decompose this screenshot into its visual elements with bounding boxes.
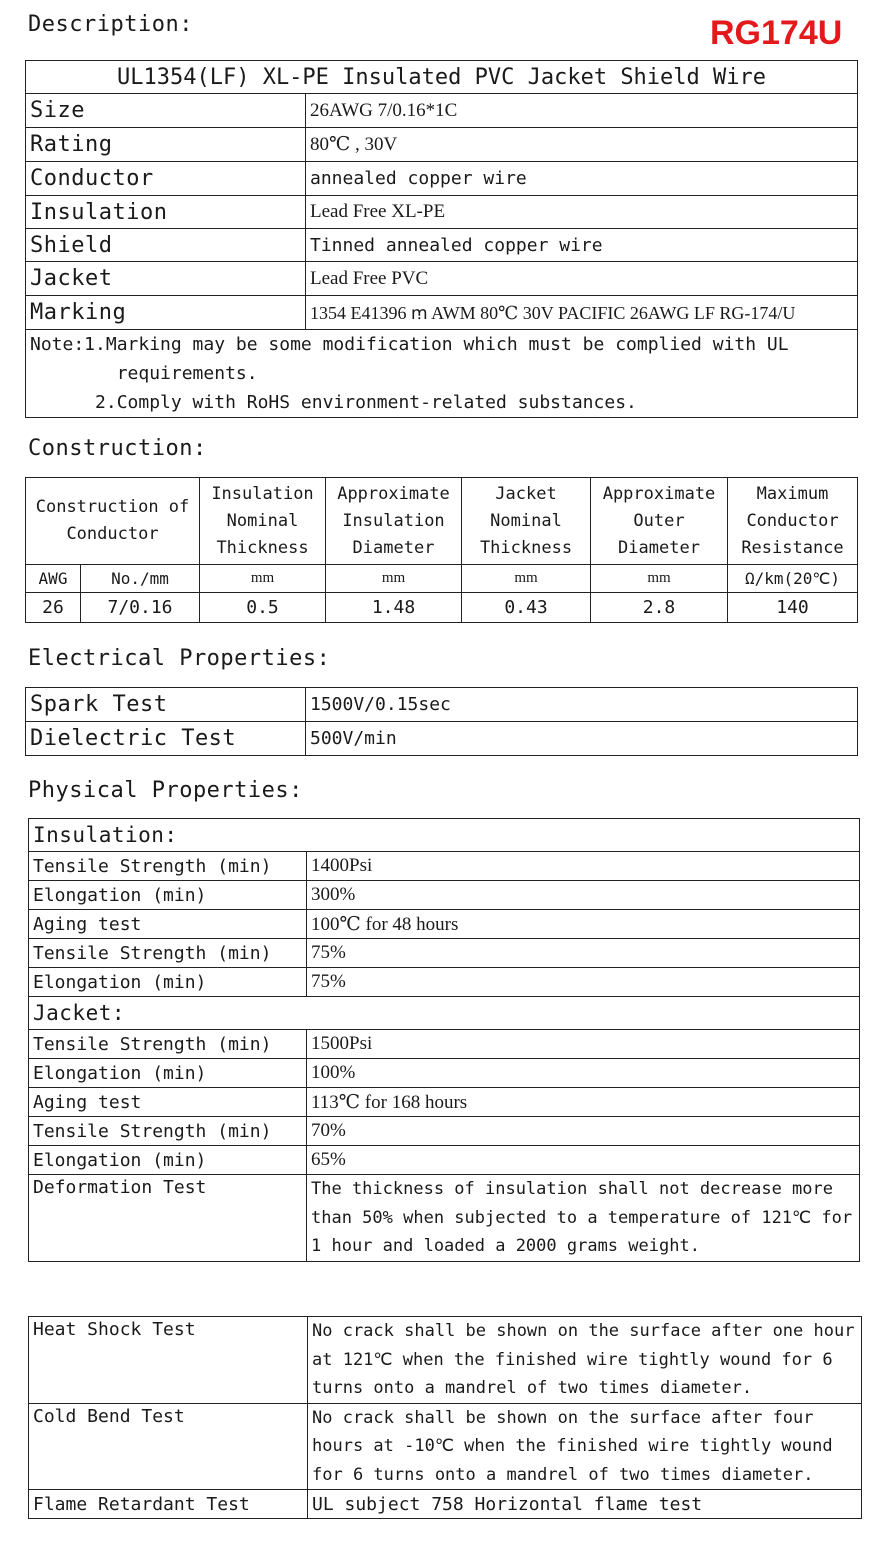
- description-note: Note:1.Marking may be some modification which must be complied with UL requirements. 2.Comply with RoHS environment-related substances.: [26, 330, 858, 418]
- jacket-label: Jacket: [26, 262, 306, 296]
- electrical-title: Electrical Properties:: [28, 646, 331, 671]
- insulation-heading: Insulation:: [29, 819, 860, 852]
- ins-tensile-label: Tensile Strength (min): [29, 852, 307, 881]
- jkt-elongation-label: Elongation (min): [29, 1059, 307, 1088]
- unit-jacket-thickness: mm: [462, 565, 591, 593]
- description-table: [25, 60, 858, 418]
- ins-aged-tensile-value: 75%: [307, 939, 860, 968]
- spark-test-label: Spark Test: [26, 688, 306, 722]
- spark-test-value: 1500V/0.15sec: [306, 688, 858, 722]
- jkt-elongation-value: 100%: [307, 1059, 860, 1088]
- description-heading: UL1354(LF) XL-PE Insulated PVC Jacket Shield Wire: [26, 61, 858, 94]
- jkt-tensile-label: Tensile Strength (min): [29, 1030, 307, 1059]
- ins-elongation-label: Elongation (min): [29, 881, 307, 910]
- value-strands: 7/0.16: [81, 593, 200, 623]
- jkt-aged-tensile-value: 70%: [307, 1117, 860, 1146]
- shield-label: Shield: [26, 229, 306, 262]
- header-resistance: Maximum Conductor Resistance: [728, 478, 858, 565]
- unit-ins-thickness: mm: [200, 565, 326, 593]
- flame-retardant-value: UL subject 758 Horizontal flame test: [308, 1490, 862, 1519]
- jkt-aging-value: 113℃ for 168 hours: [307, 1088, 860, 1117]
- ins-aged-elongation-value: 75%: [307, 968, 860, 997]
- value-jacket-thickness: 0.43: [462, 593, 591, 623]
- jkt-tensile-value: 1500Psi: [307, 1030, 860, 1059]
- header-insulation-diameter: Approximate Insulation Diameter: [326, 478, 462, 565]
- size-label: Size: [26, 94, 306, 128]
- jkt-aged-elongation-value: 65%: [307, 1146, 860, 1175]
- jkt-aged-elongation-label: Elongation (min): [29, 1146, 307, 1175]
- construction-table: [25, 477, 858, 623]
- dielectric-test-value: 500V/min: [306, 722, 858, 756]
- heat-shock-value: No crack shall be shown on the surface after one hour at 121℃ when the finished wire tightly wound for 6 turns onto a mandrel of two times diameter.: [308, 1317, 862, 1404]
- description-title: Description:: [28, 12, 193, 37]
- ins-aging-value: 100℃ for 48 hours: [307, 910, 860, 939]
- cold-bend-value: No crack shall be shown on the surface after four hours at -10℃ when the finished wire tightly wound for 6 turns onto a mandrel of two times diameter.: [308, 1403, 862, 1490]
- cold-bend-label: Cold Bend Test: [29, 1403, 308, 1490]
- tests-table: [28, 1316, 862, 1519]
- insulation-label: Insulation: [26, 196, 306, 229]
- value-outer-diameter: 2.8: [591, 593, 728, 623]
- jkt-aged-tensile-label: Tensile Strength (min): [29, 1117, 307, 1146]
- conductor-value: annealed copper wire: [306, 162, 858, 196]
- rating-label: Rating: [26, 128, 306, 162]
- electrical-table: [25, 687, 858, 756]
- physical-table: [28, 818, 860, 1262]
- conductor-label: Conductor: [26, 162, 306, 196]
- deformation-label: Deformation Test: [29, 1175, 307, 1262]
- jacket-value: Lead Free PVC: [306, 262, 858, 296]
- header-outer-diameter: Approximate Outer Diameter: [591, 478, 728, 565]
- unit-resistance: Ω/km(20℃): [728, 565, 858, 593]
- unit-awg: AWG: [26, 565, 81, 593]
- deformation-value: The thickness of insulation shall not decrease more than 50% when subjected to a temperature of 121℃ for 1 hour and loaded a 2000 grams weight.: [307, 1175, 860, 1262]
- marking-value: 1354 E41396 ꭑ AWM 80℃ 30V PACIFIC 26AWG LF RG-174/U: [306, 296, 858, 330]
- ins-elongation-value: 300%: [307, 881, 860, 910]
- size-value: 26AWG 7/0.16*1C: [306, 94, 858, 128]
- header-insulation-thickness: Insulation Nominal Thickness: [200, 478, 326, 565]
- value-ins-diameter: 1.48: [326, 593, 462, 623]
- insulation-value: Lead Free XL-PE: [306, 196, 858, 229]
- value-ins-thickness: 0.5: [200, 593, 326, 623]
- unit-strands: No./mm: [81, 565, 200, 593]
- marking-label: Marking: [26, 296, 306, 330]
- header-jacket-thickness: Jacket Nominal Thickness: [462, 478, 591, 565]
- unit-outer-diameter: mm: [591, 565, 728, 593]
- header-conductor: Construction of Conductor: [26, 478, 200, 565]
- rating-value: 80℃ , 30V: [306, 128, 858, 162]
- physical-title: Physical Properties:: [28, 778, 303, 803]
- flame-retardant-label: Flame Retardant Test: [29, 1490, 308, 1519]
- shield-value: Tinned annealed copper wire: [306, 229, 858, 262]
- ins-tensile-value: 1400Psi: [307, 852, 860, 881]
- ins-aged-tensile-label: Tensile Strength (min): [29, 939, 307, 968]
- heat-shock-label: Heat Shock Test: [29, 1317, 308, 1404]
- value-resistance: 140: [728, 593, 858, 623]
- ins-aging-label: Aging test: [29, 910, 307, 939]
- ins-aged-elongation-label: Elongation (min): [29, 968, 307, 997]
- dielectric-test-label: Dielectric Test: [26, 722, 306, 756]
- construction-title: Construction:: [28, 436, 207, 461]
- value-awg: 26: [26, 593, 81, 623]
- jkt-aging-label: Aging test: [29, 1088, 307, 1117]
- jacket-heading: Jacket:: [29, 997, 860, 1030]
- unit-ins-diameter: mm: [326, 565, 462, 593]
- model-label: RG174U: [710, 14, 843, 52]
